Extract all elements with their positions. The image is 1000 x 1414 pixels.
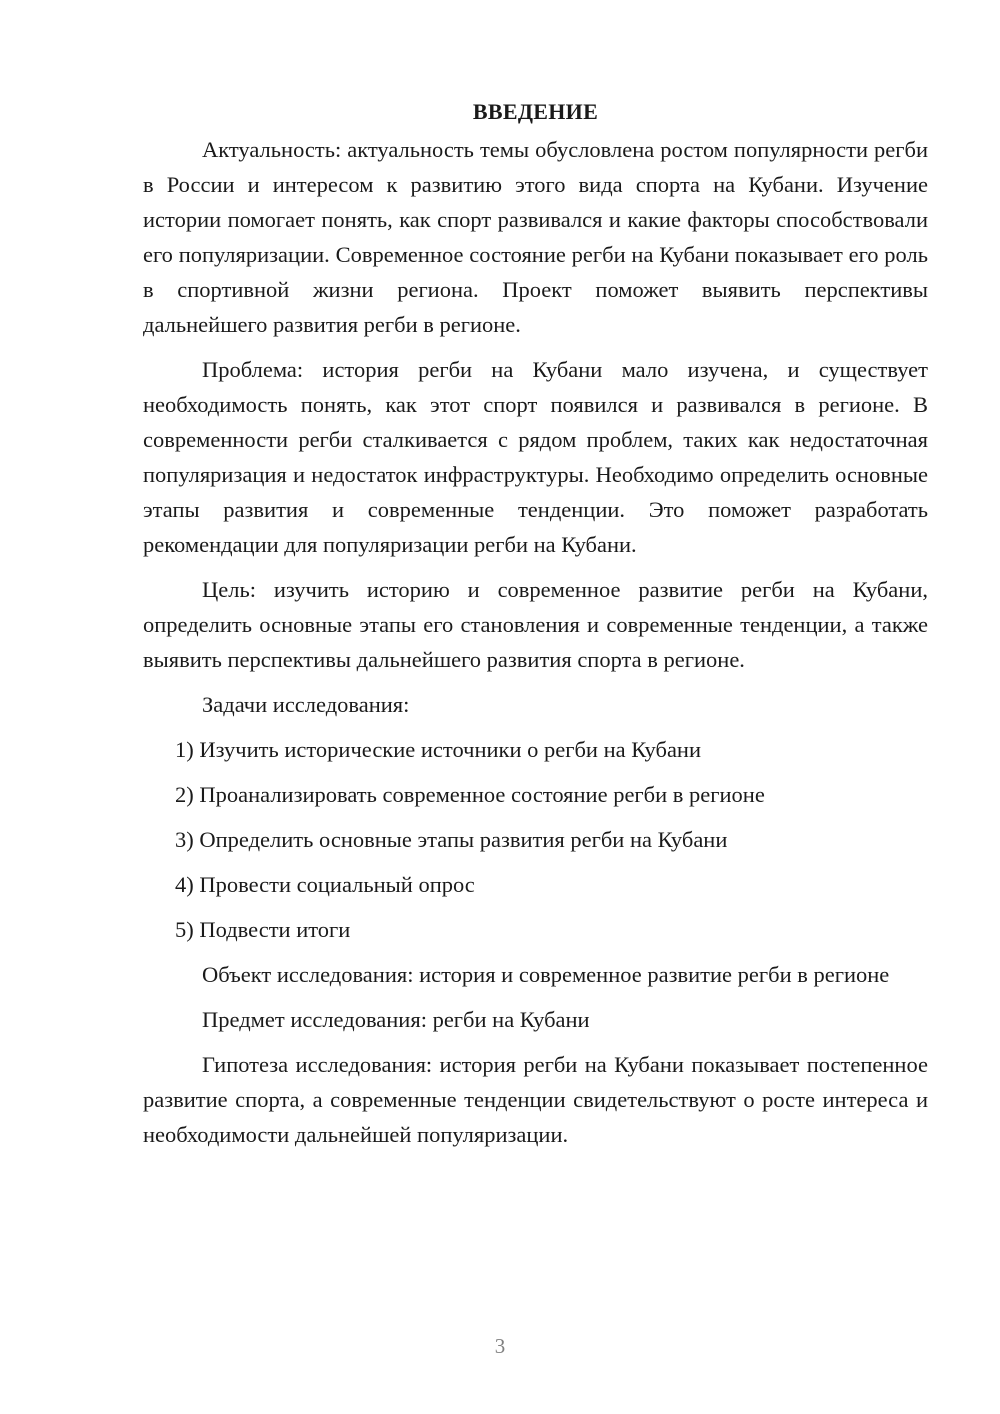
problem-paragraph: Проблема: история регби на Кубани мало изучена, и существует необходимость понять, как этот спорт появился и развивался в регионе. В современности регби сталкивается с рядом проблем, таких как недостаточная популяризация и недостаток инфраструктуры. Необходимо определить основные этапы развития и современные тенденции. Это поможет разработать рекомендации для популяризации регби на Кубани. <box>143 357 928 557</box>
page-content <box>143 94 928 1162</box>
page-number: 3 <box>494 1334 506 1358</box>
task-item: 4) Провести социальный опрос <box>175 872 475 897</box>
tasks-heading: Задачи исследования: <box>202 692 410 717</box>
hypothesis-paragraph: Гипотеза исследования: история регби на Кубани показывает постепенное развитие спорта, а современные тенденции свидетельствуют о росте интереса и необходимости дальнейшей популяризации. <box>143 1052 928 1147</box>
task-item: 1) Изучить исторические источники о регби на Кубани <box>175 737 702 762</box>
task-item: 3) Определить основные этапы развития регби на Кубани <box>175 827 728 852</box>
goal-paragraph: Цель: изучить историю и современное развитие регби на Кубани, определить основные этапы его становления и современные тенденции, а также выявить перспективы дальнейшего развития спорта в регионе. <box>143 577 928 672</box>
relevance-paragraph: Актуальность: актуальность темы обусловлена ростом популярности регби в России и интересом к развитию этого вида спорта на Кубани. Изучение истории помогает понять, как спорт развивался и какие факторы способствовали его популяризации. Современное состояние регби на Кубани показывает его роль в спортивной жизни региона. Проект поможет выявить перспективы дальнейшего развития регби в регионе. <box>143 137 928 337</box>
object-paragraph: Объект исследования: история и современное развитие регби в регионе <box>202 962 890 987</box>
document-title: ВВЕДЕНИЕ <box>472 99 599 124</box>
tasks-list <box>143 732 928 947</box>
task-item: 2) Проанализировать современное состояние регби в регионе <box>175 782 765 807</box>
task-item: 5) Подвести итоги <box>175 917 351 942</box>
subject-paragraph: Предмет исследования: регби на Кубани <box>202 1007 590 1032</box>
